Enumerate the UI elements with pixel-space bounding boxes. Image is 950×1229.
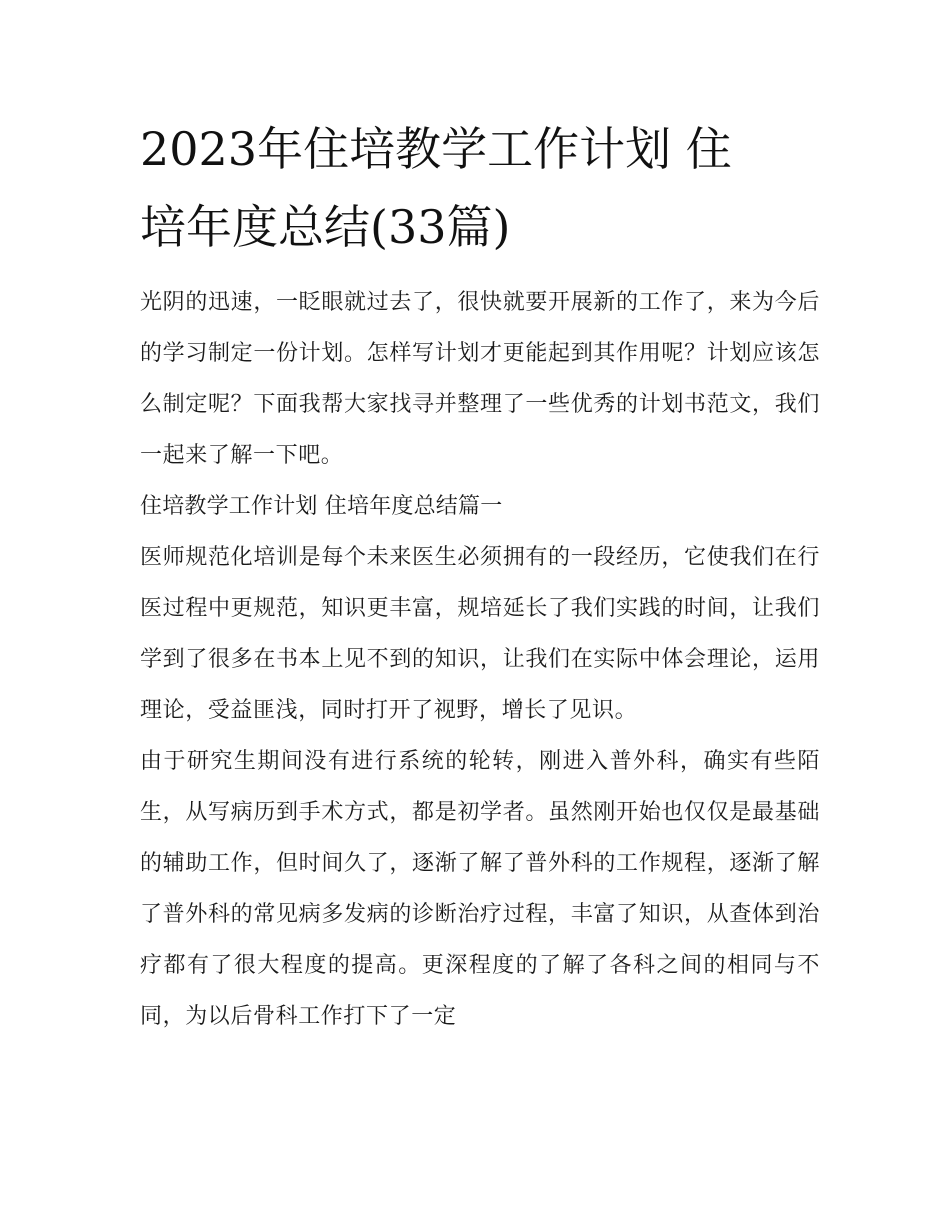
body-paragraph-1: 医师规范化培训是每个未来医生必须拥有的一段经历，它使我们在行医过程中更规范，知识更丰富，规培延长了我们实践的时间，让我们学到了很多在书本上见不到的知识，让我们在实际中体会理论，运用理论，受益匪浅，同时打开了视野，增长了见识。: [140, 545, 820, 723]
title-line-1: 2023年住培教学工作计划 住: [140, 122, 732, 176]
body-paragraph-2: 由于研究生期间没有进行系统的轮转，刚进入普外科，确实有些陌生，从写病历到手术方式，都是初学者。虽然刚开始也仅仅是最基础的辅助工作，但时间久了，逐渐了解了普外科的工作规程，逐渐了解了普外科的常见病多发病的诊断治疗过程，丰富了知识，从查体到治疗都有了很大程度的提高。更深程度的了解了各科之间的相同与不同，为以后骨科工作打下了一定: [140, 749, 820, 1029]
section-heading: 住培教学工作计划 住培年度总结篇一: [140, 494, 503, 519]
intro-paragraph: 光阴的迅速，一眨眼就过去了，很快就要开展新的工作了，来为今后的学习制定一份计划。怎样写计划才更能起到其作用呢？计划应该怎么制定呢？下面我帮大家找寻并整理了一些优秀的计划书范文，我们一起来了解一下吧。: [140, 290, 820, 468]
document-title: [140, 110, 820, 266]
title-line-2: 培年度总结(33篇): [140, 200, 511, 254]
document-body: [140, 277, 820, 1042]
